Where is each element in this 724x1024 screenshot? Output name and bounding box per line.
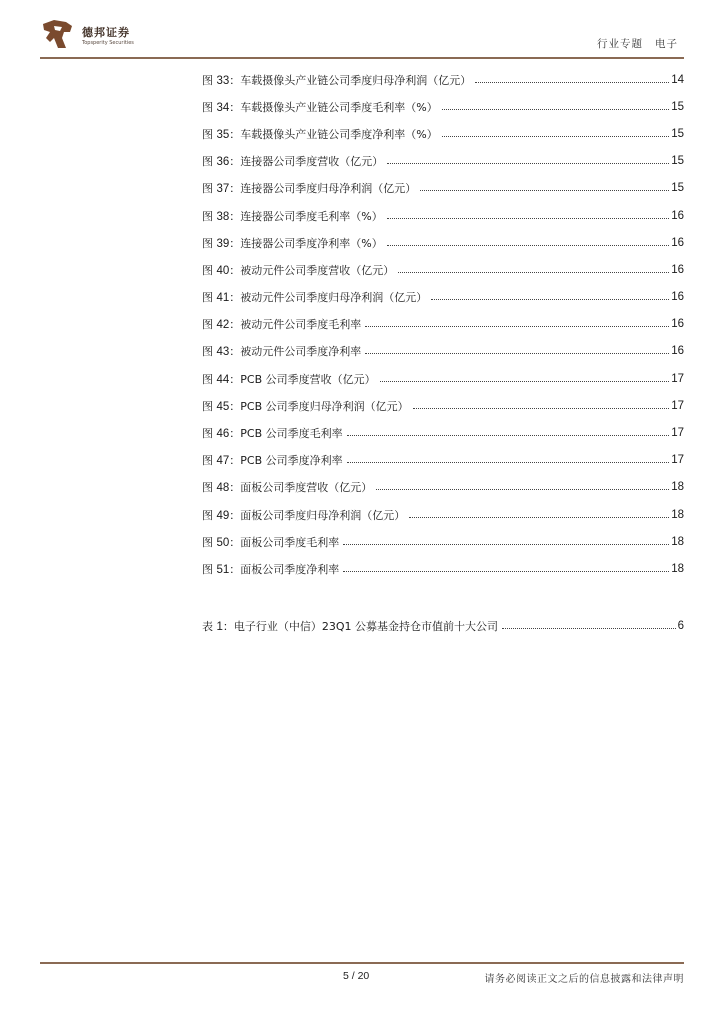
entry-label — [202, 425, 343, 441]
entry-title: ：PCB 公司季度归母净利润（亿元） — [229, 399, 409, 413]
entry-number: 36 — [216, 156, 230, 169]
dot-leader — [365, 353, 669, 354]
entry-number: 35 — [216, 128, 230, 141]
figure-index-list — [202, 66, 684, 583]
entry-prefix: 图 — [202, 562, 217, 576]
entry-label — [202, 235, 383, 251]
header-divider — [40, 57, 684, 59]
entry-page-number: 6 — [677, 619, 684, 632]
entry-title: ：车载摄像头产业链公司季度归母净利润（亿元） — [229, 73, 472, 87]
entry-number: 45 — [216, 400, 230, 413]
entry-page-number: 15 — [671, 100, 684, 113]
dot-leader — [343, 571, 669, 572]
entry-title: ：车载摄像头产业链公司季度净利率（%） — [229, 127, 438, 141]
entry-page-number: 15 — [671, 155, 684, 168]
entry-number: 38 — [216, 210, 230, 223]
entry-prefix: 图 — [202, 127, 217, 141]
entry-number: 49 — [216, 509, 230, 522]
figure-index-entry[interactable] — [202, 229, 684, 256]
entry-number: 41 — [216, 292, 230, 305]
entry-number: 1 — [216, 620, 223, 633]
entry-title: ：面板公司季度营收（亿元） — [229, 481, 373, 495]
dot-leader — [413, 408, 670, 409]
entry-prefix: 表 — [202, 619, 217, 633]
entry-label — [202, 534, 339, 550]
entry-page-number: 16 — [671, 318, 684, 331]
disclaimer-note: 请务必阅读正文之后的信息披露和法律声明 — [484, 974, 684, 985]
entry-number: 47 — [216, 455, 230, 468]
entry-prefix: 图 — [202, 209, 217, 223]
entry-label — [202, 371, 376, 387]
logo-text-en: Topsperity Securities — [82, 40, 134, 46]
figure-index-entry[interactable] — [202, 365, 684, 392]
dot-leader — [502, 628, 676, 629]
dot-leader — [347, 435, 670, 436]
entry-prefix: 图 — [202, 372, 217, 386]
entry-title: ：被动元件公司季度净利率 — [229, 345, 362, 359]
entry-prefix: 图 — [202, 182, 217, 196]
entry-page-number: 16 — [671, 236, 684, 249]
entry-title: ：被动元件公司季度毛利率 — [229, 318, 362, 332]
entry-page-number: 16 — [671, 345, 684, 358]
dot-leader — [409, 517, 669, 518]
figure-index-entry[interactable] — [202, 66, 684, 93]
entry-page-number: 16 — [671, 263, 684, 276]
entry-page-number: 15 — [671, 182, 684, 195]
entry-title: ：连接器公司季度毛利率（%） — [229, 209, 383, 223]
dot-leader — [475, 82, 669, 83]
entry-title: ：面板公司季度归母净利润（亿元） — [229, 508, 406, 522]
header-section-label — [597, 36, 678, 51]
entry-number: 48 — [216, 482, 230, 495]
entry-page-number: 16 — [671, 291, 684, 304]
entry-title: ：被动元件公司季度营收（亿元） — [229, 263, 395, 277]
figure-index-entry[interactable] — [202, 501, 684, 528]
entry-prefix: 图 — [202, 263, 217, 277]
entry-title: ：连接器公司季度归母净利润（亿元） — [229, 182, 417, 196]
figure-index-entry[interactable] — [202, 338, 684, 365]
entry-prefix: 图 — [202, 481, 217, 495]
entry-prefix: 图 — [202, 155, 217, 169]
entry-number: 50 — [216, 536, 230, 549]
entry-page-number: 17 — [671, 427, 684, 440]
entry-title: ：PCB 公司季度毛利率 — [229, 427, 343, 441]
dot-leader — [442, 136, 669, 137]
entry-title: ：电子行业（中信）23Q1 公募基金持仓市值前十大公司 — [222, 619, 499, 633]
entry-title: ：连接器公司季度净利率（%） — [229, 236, 383, 250]
figure-index-entry[interactable] — [202, 474, 684, 501]
figure-index-entry[interactable] — [202, 93, 684, 120]
entry-title: ：PCB 公司季度净利率 — [229, 454, 343, 468]
dot-leader — [387, 218, 669, 219]
entry-label — [202, 153, 383, 169]
entry-label — [202, 180, 416, 196]
dot-leader — [431, 299, 669, 300]
dot-leader — [347, 462, 670, 463]
entry-page-number: 18 — [671, 562, 684, 575]
figure-index-entry[interactable] — [202, 392, 684, 419]
entry-number: 39 — [216, 237, 230, 250]
entry-number: 51 — [216, 563, 230, 576]
entry-title: ：面板公司季度净利率 — [229, 562, 340, 576]
entry-page-number: 17 — [671, 399, 684, 412]
figure-index-entry[interactable] — [202, 311, 684, 338]
entry-label — [202, 208, 383, 224]
figure-index-entry[interactable] — [202, 148, 684, 175]
entry-prefix: 图 — [202, 345, 217, 359]
report-sector: 电子 — [655, 38, 678, 50]
entry-label — [202, 507, 405, 523]
dot-leader — [387, 163, 669, 164]
entry-title: ：连接器公司季度营收（亿元） — [229, 155, 384, 169]
entry-number: 44 — [216, 373, 230, 386]
entry-title: ：面板公司季度毛利率 — [229, 535, 340, 549]
entry-prefix: 图 — [202, 100, 217, 114]
entry-prefix: 图 — [202, 318, 217, 332]
dot-leader — [398, 272, 669, 273]
footer-divider — [40, 962, 684, 964]
dot-leader — [387, 245, 669, 246]
entry-label — [202, 561, 339, 577]
entry-prefix: 图 — [202, 236, 217, 250]
logo-text-cn: 德邦证券 — [82, 26, 130, 39]
entry-page-number: 18 — [671, 535, 684, 548]
entry-page-number: 17 — [671, 372, 684, 385]
entry-label — [202, 289, 427, 305]
dot-leader — [365, 326, 669, 327]
entry-page-number: 18 — [671, 508, 684, 521]
entry-number: 46 — [216, 428, 230, 441]
entry-label — [202, 618, 498, 634]
figure-index-entry[interactable] — [202, 256, 684, 283]
entry-label — [202, 262, 394, 278]
figure-index-entry[interactable] — [202, 555, 684, 582]
figure-index-entry[interactable] — [202, 120, 684, 147]
entry-page-number: 18 — [671, 481, 684, 494]
page-header — [40, 14, 684, 56]
entry-number: 34 — [216, 101, 230, 114]
entry-prefix: 图 — [202, 535, 217, 549]
entry-number: 43 — [216, 346, 230, 359]
entry-number: 33 — [216, 74, 230, 87]
figure-index-entry[interactable] — [202, 419, 684, 446]
dot-leader — [380, 381, 670, 382]
table-index-entry[interactable] — [202, 612, 684, 639]
table-index-list — [202, 612, 684, 639]
entry-number: 37 — [216, 183, 230, 196]
entry-prefix: 图 — [202, 454, 217, 468]
entry-label — [202, 126, 438, 142]
dot-leader — [376, 489, 669, 490]
entry-prefix: 图 — [202, 73, 217, 87]
figure-index-entry[interactable] — [202, 284, 684, 311]
page-number: 5 / 20 — [343, 970, 370, 982]
entry-prefix: 图 — [202, 291, 217, 305]
entry-page-number: 16 — [671, 209, 684, 222]
entry-title: ：被动元件公司季度归母净利润（亿元） — [229, 291, 428, 305]
figure-index-entry[interactable] — [202, 175, 684, 202]
entry-page-number: 14 — [671, 73, 684, 86]
figure-index-entry[interactable] — [202, 528, 684, 555]
tiger-logo-icon — [40, 16, 76, 52]
company-logo — [40, 14, 190, 54]
entry-title: ：车载摄像头产业链公司季度毛利率（%） — [229, 100, 438, 114]
entry-label — [202, 452, 343, 468]
entry-prefix: 图 — [202, 508, 217, 522]
dot-leader — [343, 544, 669, 545]
entry-page-number: 15 — [671, 127, 684, 140]
dot-leader — [420, 190, 669, 191]
report-category: 行业专题 — [597, 38, 643, 50]
entry-label — [202, 479, 372, 495]
entry-page-number: 17 — [671, 454, 684, 467]
entry-label — [202, 72, 471, 88]
entry-label — [202, 99, 438, 115]
dot-leader — [442, 109, 669, 110]
entry-label — [202, 343, 361, 359]
entry-title: ：PCB 公司季度营收（亿元） — [229, 372, 376, 386]
entry-label — [202, 398, 409, 414]
entry-number: 40 — [216, 264, 230, 277]
figure-index-entry[interactable] — [202, 202, 684, 229]
entry-label — [202, 316, 361, 332]
entry-prefix: 图 — [202, 427, 217, 441]
figure-index-entry[interactable] — [202, 447, 684, 474]
entry-prefix: 图 — [202, 399, 217, 413]
entry-number: 42 — [216, 319, 230, 332]
